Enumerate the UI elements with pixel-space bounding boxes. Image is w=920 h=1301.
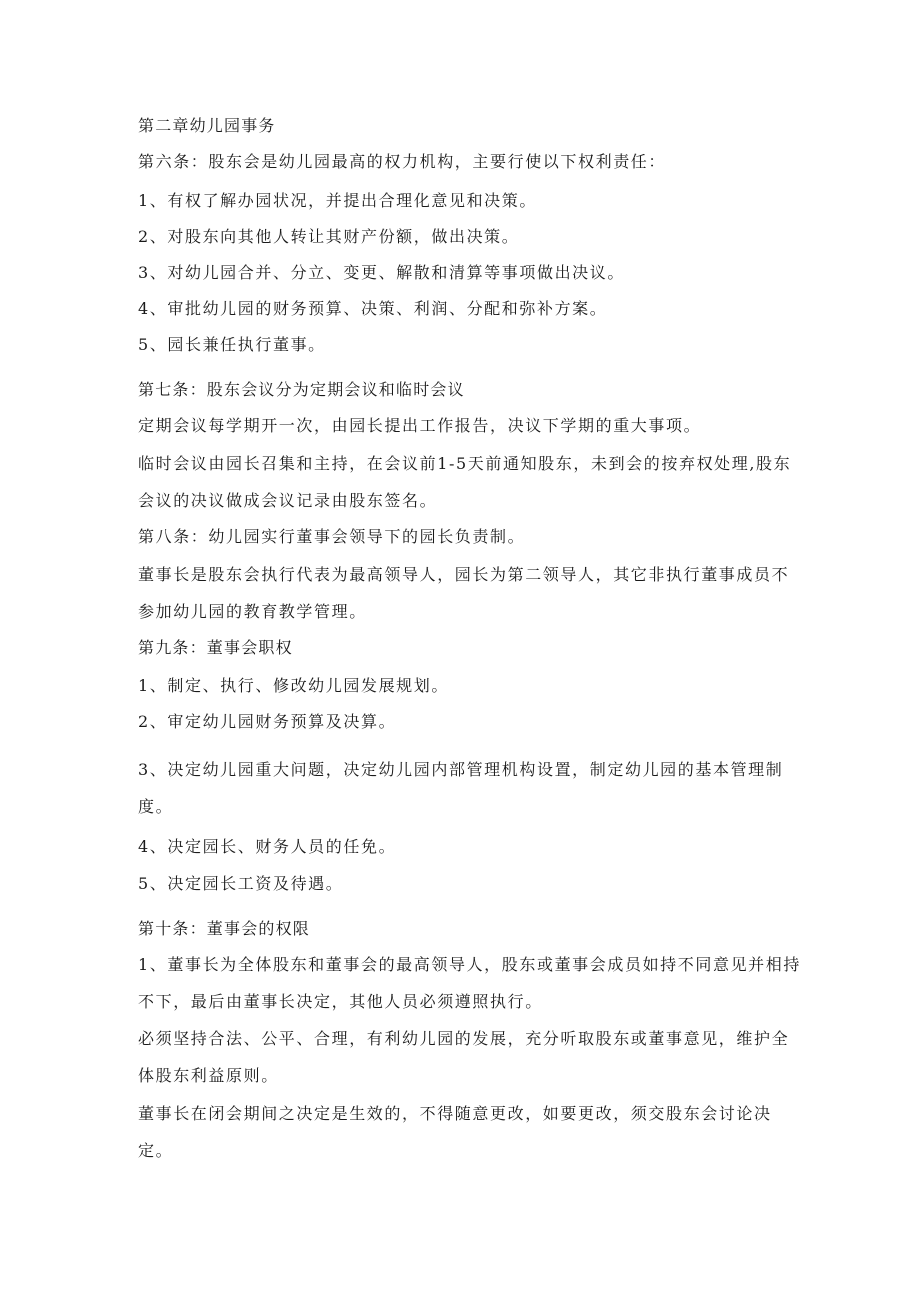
article-9-item-3-line-1: 3、决定幼儿园重大问题，决定幼儿园内部管理机构设置，制定幼儿园的基本管理制: [138, 760, 784, 779]
article-10-item-1-line-2: 不下，最后由董事长决定，其他人员必须遵照执行。: [138, 992, 543, 1011]
article-6-item-2: 2、对股东向其他人转让其财产份额，做出决策。: [138, 227, 520, 246]
chapter-title: 第二章幼儿园事务: [138, 116, 276, 135]
article-7-paragraph-2-line-2: 会议的决议做成会议记录由股东签名。: [138, 491, 438, 510]
article-8-paragraph-1-line-1: 董事长是股东会执行代表为最高领导人，园长为第二领导人，其它非执行董事成员不: [138, 565, 790, 584]
article-10-paragraph-2-line-1: 董事长在闭会期间之决定是生效的，不得随意更改，如要更改，须交股东会讨论决: [138, 1104, 772, 1123]
article-9-item-5: 5、决定园长工资及待遇。: [138, 874, 344, 893]
article-10-paragraph-1-line-2: 体股东利益原则。: [138, 1066, 279, 1085]
article-9-item-2: 2、审定幼儿园财务预算及决算。: [138, 712, 397, 731]
article-9-item-4: 4、决定园长、财务人员的任免。: [138, 837, 397, 856]
article-7-paragraph-1: 定期会议每学期开一次，由园长提出工作报告，决议下学期的重大事项。: [138, 416, 702, 435]
article-10-paragraph-2-line-2: 定。: [138, 1141, 174, 1160]
article-7-title: 第七条：股东会议分为定期会议和临时会议: [138, 380, 465, 399]
article-6-item-3: 3、对幼儿园合并、分立、变更、解散和清算等事项做出决议。: [138, 263, 625, 282]
article-6-item-4: 4、审批幼儿园的财务预算、决策、利润、分配和弥补方案。: [138, 299, 608, 318]
article-6-item-5: 5、园长兼任执行董事。: [138, 335, 326, 354]
article-10-title: 第十条：董事会的权限: [138, 919, 311, 938]
article-10-paragraph-1-line-1: 必须坚持合法、公平、合理，有利幼儿园的发展，充分听取股东或董事意见，维护全: [138, 1029, 790, 1048]
article-10-item-1-line-1: 1、董事长为全体股东和董事会的最高领导人，股东或董事会成员如持不同意见并相持: [138, 955, 801, 974]
article-6-item-1: 1、有权了解办园状况，并提出合理化意见和决策。: [138, 191, 537, 210]
article-8-title: 第八条：幼儿园实行董事会领导下的园长负责制。: [138, 527, 526, 546]
article-7-paragraph-2-line-1: 临时会议由园长召集和主持，在会议前1-5天前通知股东，未到会的按弃权处理,股东: [138, 454, 792, 473]
article-9-title: 第九条：董事会职权: [138, 638, 293, 657]
article-9-item-1: 1、制定、执行、修改幼儿园发展规划。: [138, 676, 449, 695]
article-9-item-3-line-2: 度。: [138, 797, 174, 816]
article-6-title: 第六条：股东会是幼儿园最高的权力机构，主要行使以下权利责任：: [138, 152, 667, 171]
article-8-paragraph-1-line-2: 参加幼儿园的教育教学管理。: [138, 602, 367, 621]
